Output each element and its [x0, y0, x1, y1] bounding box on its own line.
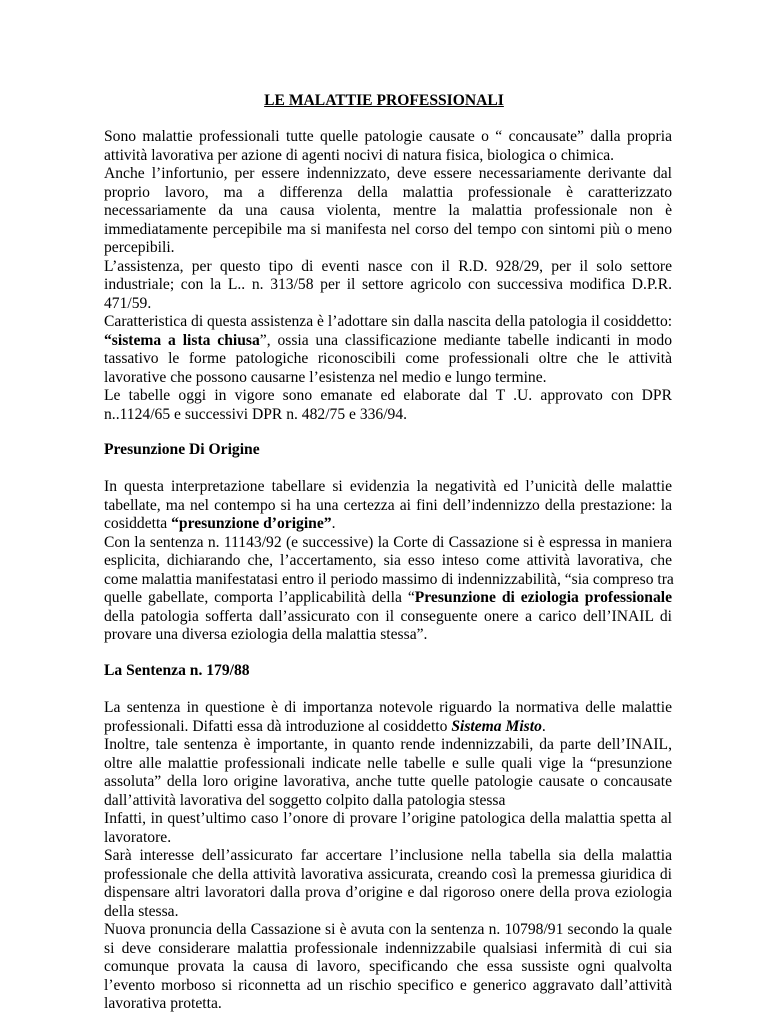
text-span: .	[541, 717, 546, 735]
text-line	[104, 589, 672, 608]
paragraph-introduction	[104, 128, 672, 424]
text-line: tassativo le forme patologiche riconoscibili come professionali oltre che le attività	[104, 350, 672, 367]
text-line: Inoltre, tale sentenza è importante, in quanto rende indennizzabili, da parte dell’INAIL,	[104, 736, 672, 753]
text-line: dispensare altri lavoratori dalla prova d’origine e dal rigoroso onere della prova eziologia	[104, 884, 672, 901]
text-line: si deve considerare malattia professionale indennizzabile qualsiasi infermità di cui sia	[104, 939, 672, 957]
text-span: .	[331, 515, 336, 532]
text-line: Infatti, in quest’ultimo caso l’onore di provare l’origine patologica della malattia spetta al	[104, 810, 672, 827]
text-line: dall’attività lavorativa del soggetto colpito dalla patologia stessa	[104, 791, 506, 809]
text-line	[104, 515, 672, 534]
bold-term: “sistema a lista chiusa	[104, 331, 260, 349]
text-line: lavorative che possono causarne l’esistenza nel medio e lungo termine.	[104, 368, 547, 386]
text-line: Sarà interesse dell’assicurato far accertare l’inclusione nella tabella sia della malattia	[104, 847, 672, 864]
document-title: LE MALATTIE PROFESSIONALI	[264, 92, 504, 109]
text-line: La sentenza in questione è di importanza notevole riguardo la normativa delle malattie	[104, 699, 672, 716]
text-line: industriale; con la L.. n. 313/58 per il settore agricolo con successiva modifica D.P.R.	[104, 276, 672, 293]
text-line: necessariamente da una causa violenta, mentre la malattia professionale non è	[104, 202, 672, 219]
text-line: assoluta” della loro origine lavorativa, anche tutte quelle patologie causate o concausate	[104, 773, 672, 790]
text-line: n..1124/65 e successivi DPR n. 482/75 e 336/94.	[104, 405, 408, 423]
paragraph-presunzione	[104, 478, 672, 645]
text-line: provare una diversa eziologia della malattia stessa”.	[104, 626, 428, 643]
text-line: lavorativa protetta.	[104, 995, 222, 1012]
text-line: 471/59.	[104, 294, 152, 312]
text-line: attività lavorativa per azione di agenti nocivi di natura fisica, biologica o chimica.	[104, 146, 615, 164]
text-span: professionali. Difatti essa dà introduzione al cosiddetto	[104, 717, 452, 735]
text-line: Nuova pronuncia della Cassazione si è avuta con la sentenza n. 10798/91 secondo la quale	[104, 921, 672, 938]
text-line: esplicita, dichiarando che, l’accertamento, sia esso inteso come attività lavorativa, che	[104, 552, 672, 569]
bold-italic-term: Sistema Misto	[451, 717, 542, 735]
text-line: come malattia manifestatasi entro il periodo massimo di indennizzabilità, “sia compreso tra	[104, 570, 674, 588]
text-line: professionale che della attività lavorativa assicurata, creando così la premessa giuridica di	[104, 865, 672, 883]
bold-term: Presunzione di eziologia professionale	[414, 589, 672, 606]
text-line: Con la sentenza n. 11143/92 (e successive) la Corte di Cassazione si è espressa in maniera	[104, 533, 672, 551]
text-line	[104, 718, 672, 737]
text-line: proprio lavoro, ma a differenza della malattia professionale è caratterizzato	[104, 183, 672, 201]
text-line: percepibili.	[104, 239, 175, 256]
text-line: immediatamente percepibile ma si manifesta nel corso del tempo con sintomi più o meno	[104, 220, 672, 238]
text-line: comunque provata la causa di lavoro, specificando che essa sussiste ogni qualvolta	[104, 958, 672, 975]
text-line: oltre alle malattie professionali indicate nelle tabelle e sulle quali vige la “presunzione	[104, 754, 672, 772]
text-line: Anche l’infortunio, per essere indennizzato, deve essere necessariamente derivante dal	[104, 165, 672, 182]
text-line: Caratteristica di questa assistenza è l’adottare sin dalla nascita della patologia il cosiddetto:	[104, 313, 673, 330]
section-heading-presunzione: Presunzione Di Origine	[104, 441, 260, 458]
section-heading-sentenza: La Sentenza n. 179/88	[104, 662, 250, 679]
text-line: della stessa.	[104, 902, 179, 920]
text-line: l’evento morboso si riconnetta ad un rischio specifico e generico aggravato dall’attività	[104, 976, 672, 994]
text-line: tabellate, ma nel contempo si ha una certezza ai fini dell’indennizzo della prestazione: la	[104, 496, 672, 514]
text-line: lavoratore.	[104, 828, 172, 846]
text-span: cosiddetta	[104, 515, 172, 532]
text-line	[104, 332, 672, 351]
text-line: della patologia sofferta dall’assicurato con il conseguente onere a carico dell’INAIL di	[104, 607, 672, 625]
paragraph-sentenza	[104, 699, 672, 1014]
text-span: ”, ossia una classificazione mediante tabelle indicanti in modo	[259, 331, 672, 349]
text-line: Sono malattie professionali tutte quelle patologie causate o “ concausate” dalla propria	[104, 128, 672, 145]
text-line: Le tabelle oggi in vigore sono emanate ed elaborate dal T .U. approvato con DPR	[104, 387, 672, 404]
text-line: In questa interpretazione tabellare si evidenzia la negatività ed l’unicità delle malattie	[104, 478, 672, 495]
bold-term: “presunzione d’origine”	[171, 515, 332, 532]
text-line: L’assistenza, per questo tipo di eventi nasce con il R.D. 928/29, per il solo settore	[104, 257, 672, 275]
text-span: quelle gabellate, comporta l’applicabilità della “	[104, 589, 415, 606]
